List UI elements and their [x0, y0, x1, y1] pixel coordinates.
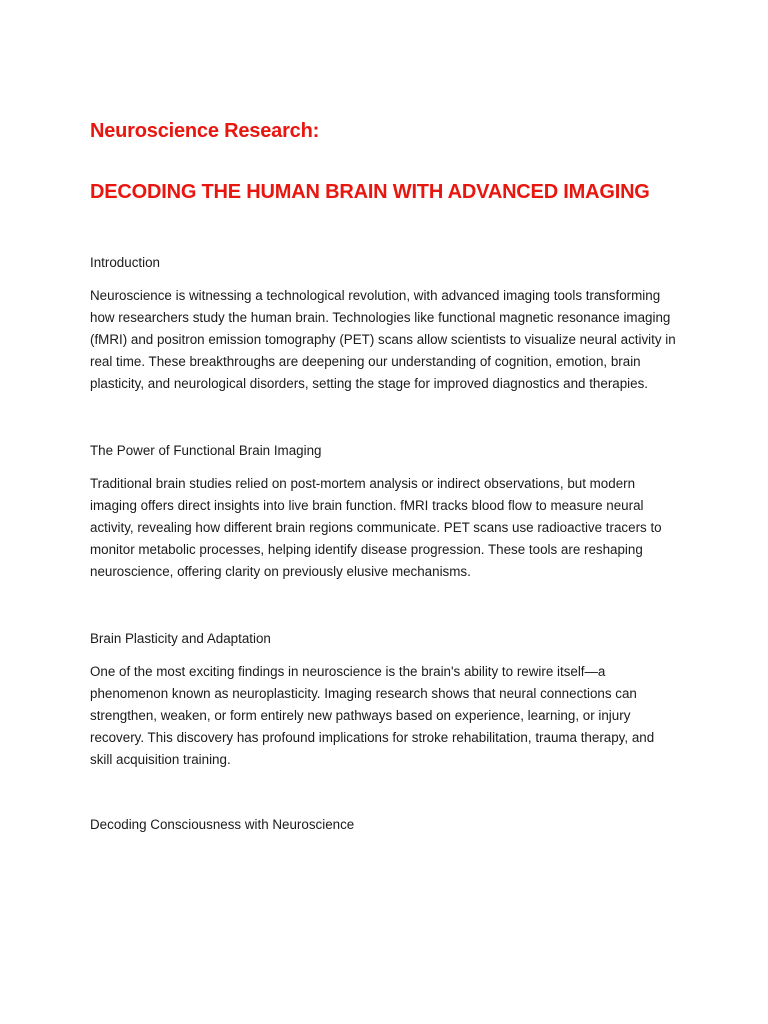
section-decoding-consciousness [90, 814, 680, 836]
section-heading: Introduction [90, 255, 160, 270]
section-heading: Decoding Consciousness with Neuroscience [90, 817, 355, 832]
section-heading: Brain Plasticity and Adaptation [90, 631, 271, 646]
section-functional-brain-imaging [90, 440, 680, 583]
section-paragraph: One of the most exciting findings in neuroscience is the brain's ability to rewire itself—a phenomenon known as neuroplasticity. Imaging research shows that neural connections can strengthen, weaken, or form entirely new pathways based on experience, learning, or injury recovery. This discovery has profound implications for stroke rehabilitation, trauma therapy, and skill acquisition training. [90, 664, 655, 767]
section-introduction [90, 252, 680, 395]
section-paragraph: Neuroscience is witnessing a technological revolution, with advanced imaging tools transforming how researchers study the human brain. Technologies like functional magnetic resonance imaging (fMRI) and positron emission tomography (PET) scans allow scientists to visualize neural activity in real time. These breakthroughs are deepening our understanding of cognition, emotion, brain plasticity, and neurological disorders, setting the stage for improved diagnostics and therapies. [90, 288, 676, 391]
section-paragraph: Traditional brain studies relied on post-mortem analysis or indirect observations, but modern imaging offers direct insights into live brain function. fMRI tracks blood flow to measure neural activity, revealing how different brain regions communicate. PET scans use radioactive tracers to monitor metabolic processes, helping identify disease progression. These tools are reshaping neuroscience, offering clarity on previously elusive mechanisms. [90, 476, 662, 579]
section-heading: The Power of Functional Brain Imaging [90, 443, 322, 458]
document-body [90, 116, 680, 836]
document-subtitle: DECODING THE HUMAN BRAIN WITH ADVANCED IMAGING [90, 181, 650, 203]
document-title: Neuroscience Research: [90, 120, 320, 142]
section-brain-plasticity [90, 628, 680, 771]
